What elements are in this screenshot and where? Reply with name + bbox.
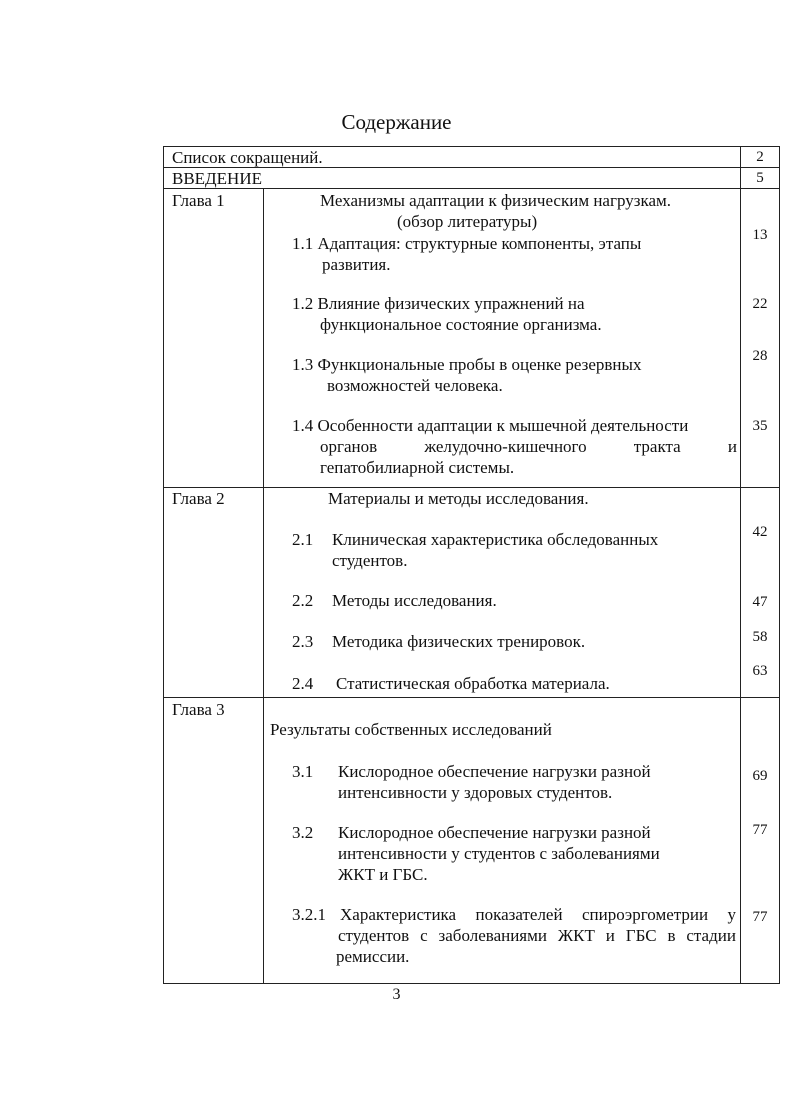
section-2-1-line1: Клиническая характеристика обследованных <box>332 530 659 549</box>
section-3-2-1-line1 <box>340 904 736 925</box>
word: и <box>605 926 615 945</box>
word: заболеваниями <box>438 926 547 945</box>
word: студентов <box>338 926 410 945</box>
toc-table <box>163 146 780 984</box>
word: показателей <box>475 905 563 924</box>
section-3-2-num: 3.2 <box>292 823 314 842</box>
section-3-2-page: 77 <box>752 822 768 838</box>
toc-intro-label: ВВЕДЕНИЕ <box>172 169 262 188</box>
section-3-2-line1: Кислородное обеспечение нагрузки разной <box>338 823 651 842</box>
section-1-2-line2: функциональное состояние организма. <box>320 315 602 334</box>
section-1-4-line1: 1.4 Особенности адаптации к мышечной деятельности <box>292 416 689 435</box>
chapter-2-label: Глава 2 <box>172 489 225 508</box>
page-title: Содержание <box>341 110 452 134</box>
chapter-1-subheading: (обзор литературы) <box>397 212 538 231</box>
row-divider <box>164 697 779 698</box>
word: ЖКТ <box>557 926 595 945</box>
section-3-1-line2: интенсивности у здоровых студентов. <box>338 783 613 802</box>
word: в <box>667 926 676 945</box>
word: и <box>727 437 737 456</box>
chapter-3-label: Глава 3 <box>172 700 225 719</box>
chapter-3-heading: Результаты собственных исследований <box>270 720 552 739</box>
section-1-2-page: 22 <box>752 296 768 312</box>
word: желудочно-кишечного <box>424 437 587 456</box>
section-2-1-num: 2.1 <box>292 530 314 549</box>
word: с <box>420 926 428 945</box>
section-2-4-num: 2.4 <box>292 674 314 693</box>
section-1-1-line2: развития. <box>322 255 391 274</box>
word: Характеристика <box>340 905 457 924</box>
section-1-4-line2 <box>320 436 737 457</box>
chapter-1-label: Глава 1 <box>172 191 225 210</box>
section-2-2-page: 47 <box>752 594 768 610</box>
section-3-2-1-num: 3.2.1 <box>292 905 326 924</box>
chapter-2-heading: Материалы и методы исследования. <box>328 489 589 508</box>
word: органов <box>320 437 378 456</box>
chapter-1-heading: Механизмы адаптации к физическим нагрузкам. <box>320 191 671 210</box>
section-3-1-num: 3.1 <box>292 762 314 781</box>
page-column-divider <box>740 147 741 983</box>
section-3-1-page: 69 <box>752 768 768 784</box>
word: ГБС <box>625 926 657 945</box>
section-2-4-line1: Статистическая обработка материала. <box>336 674 610 693</box>
page-number: 3 <box>392 986 401 1003</box>
section-1-4-line3: гепатобилиарной системы. <box>320 458 515 477</box>
section-2-3-page: 58 <box>752 629 768 645</box>
section-1-2-line1: 1.2 Влияние физических упражнений на <box>292 294 585 313</box>
label-column-divider <box>263 188 264 983</box>
section-3-2-line3: ЖКТ и ГБС. <box>338 865 428 884</box>
section-2-1-page: 42 <box>752 524 768 540</box>
section-3-2-1-line2 <box>338 925 736 946</box>
toc-abbrev-label: Список сокращений. <box>172 148 323 167</box>
section-3-2-line2: интенсивности у студентов с заболеваниями <box>338 844 660 863</box>
word: тракта <box>633 437 681 456</box>
section-1-3-line1: 1.3 Функциональные пробы в оценке резервных <box>292 355 642 374</box>
section-1-3-line2: возможностей человека. <box>327 376 503 395</box>
section-3-1-line1: Кислородное обеспечение нагрузки разной <box>338 762 651 781</box>
section-1-4-page: 35 <box>752 418 768 434</box>
word: стадии <box>686 926 736 945</box>
section-3-2-1-line3: ремиссии. <box>336 947 410 966</box>
word: спироэргометрии <box>581 905 709 924</box>
toc-intro-page: 5 <box>756 170 764 186</box>
word: у <box>727 905 736 924</box>
section-2-1-line2: студентов. <box>332 551 408 570</box>
section-2-2-num: 2.2 <box>292 591 314 610</box>
section-1-1-line1: 1.1 Адаптация: структурные компоненты, этапы <box>292 234 642 253</box>
section-1-3-page: 28 <box>752 348 768 364</box>
section-2-3-num: 2.3 <box>292 632 314 651</box>
section-2-4-page: 63 <box>752 663 768 679</box>
toc-abbrev-page: 2 <box>756 149 764 165</box>
section-1-1-page: 13 <box>752 227 768 243</box>
section-2-2-line1: Методы исследования. <box>332 591 497 610</box>
section-2-3-line1: Методика физических тренировок. <box>332 632 586 651</box>
section-3-2-1-page: 77 <box>752 909 768 925</box>
